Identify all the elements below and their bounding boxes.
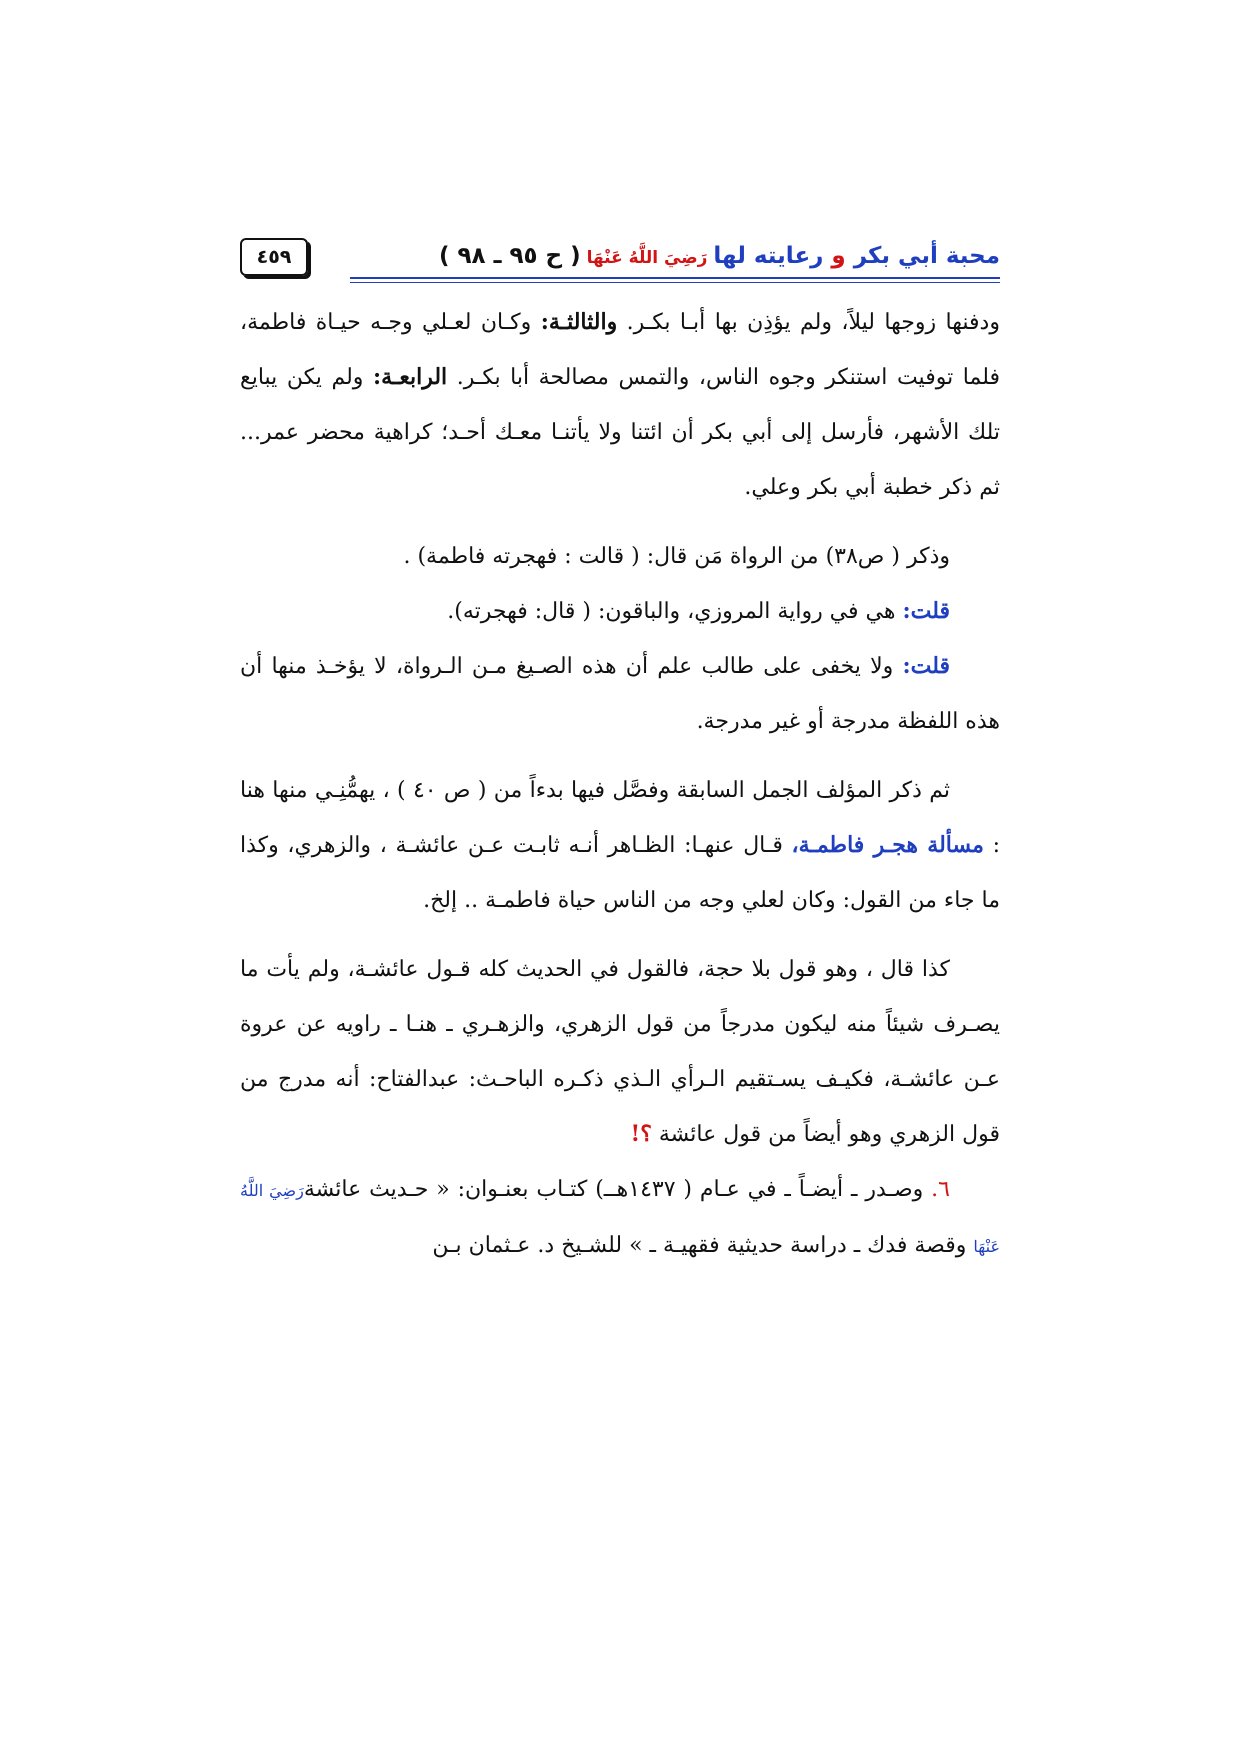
qultu-label: قلت:	[902, 653, 950, 679]
paragraph-3	[240, 584, 1000, 639]
page-body	[240, 295, 1000, 1274]
running-title-part3: رعايته لها	[713, 243, 824, 269]
paragraph-5-text-a: ثم ذكر المؤلف الجمل السابقة وفصَّل فيها بدءاً من ( ص ٤٠ ) ، يهمُّنِـي منها هنا :	[240, 778, 1001, 858]
third-point-label: والثالثـة:	[540, 309, 618, 335]
page-number-box: ٤٥٩	[240, 238, 308, 276]
header-rule	[350, 277, 1000, 279]
header-rule-thin	[350, 282, 1000, 283]
page-header	[240, 238, 1000, 278]
honorific-glyph: رَضِيَ اللَّهُ عَنْهَا	[240, 1181, 1000, 1256]
paragraph-5	[240, 763, 1000, 928]
exclamation-marks: ؟!	[630, 1121, 652, 1147]
paragraph-2: وذكر ( ص٣٨) من الرواة مَن قال: ( قالت : فهجرته فاطمة) .	[403, 544, 950, 569]
paragraph-4	[240, 639, 1000, 749]
paragraph-1	[240, 295, 1000, 515]
paragraph-4-text: ولا يخفى على طالب علم أن هذه الصـيغ مـن الـرواة، لا يؤخـذ منها أن هذه اللفظة مدرجة أو غير مدرجة.	[240, 654, 1000, 734]
running-title	[439, 238, 1000, 274]
hadith-range: ( ح ٩٥ ـ ٩٨ )	[438, 243, 581, 269]
paragraph-1-text-b: وكـان لعـلي وجـه حيـاة فاطمة، فلما توفيت استنكر وجوه الناس، والتمس مصالحة أبا بكـر.	[240, 310, 1000, 390]
list-number: ٦.	[931, 1177, 950, 1202]
running-title-part2: و	[823, 243, 854, 269]
qultu-label: قلت:	[902, 598, 950, 624]
issue-heading: مسألة هجـر فاطمـة،	[791, 832, 984, 858]
paragraph-7-text-a: وصـدر ـ أيضـاً ـ في عـام ( ١٤٣٧هــ) كتـاب بعنـوان: « حـديث عائشة	[303, 1177, 932, 1202]
paragraph-1-text-c: ولم يكن يبايع تلك الأشهر، فأرسل إلى أبي بكر أن ائتنا ولا يأتنـا معـك أحـد؛ كراهية محضر عمر... ثم ذكر خطبة أبي بكر وعلي.	[240, 365, 1000, 500]
paragraph-7	[240, 1162, 1000, 1274]
running-title-part1: محبة أبي بكر	[853, 243, 1000, 269]
paragraph-6-text: كذا قال ، وهو قول بلا حجة، فالقول في الحديث كله قـول عائشـة، ولم يأت ما يصـرف شيئاً منه ليكون مدرجاً من قول الزهري، والزهـري ـ هنـا ـ راويه عن عروة عـن عائشـة، فكيـف يسـتقيم الـرأي الـذي ذكـره الباحـث: عبدالفتاح: أنه مدرج من قول الزهري وهو أيضاً من قول عائشة	[240, 957, 1000, 1147]
paragraph-1-text-a: ودفنها زوجها ليلاً، ولم يؤذِن بها أبـا بكـر.	[617, 310, 1000, 335]
paragraph-7-text-b: وقصة فدك ـ دراسة حديثية فقهيـة ـ » للشـيخ د. عـثمان بـن	[432, 1233, 974, 1258]
paragraph-3-text: هي في رواية المروزي، والباقون: ( قال: فهجرته).	[447, 599, 903, 624]
paragraph-6	[240, 942, 1000, 1162]
fourth-point-label: الرابعـة:	[373, 364, 448, 390]
paragraph-5-text-b: قـال عنهـا: الظـاهر أنـه ثابـت عـن عائشـة ، والزهري، وكذا ما جاء من القول: وكان لعلي وجه من الناس حياة فاطمـة .. إلخ.	[240, 833, 1000, 913]
honorific-glyph: رَضِيَ اللَّهُ عَنْهَا	[580, 248, 714, 268]
